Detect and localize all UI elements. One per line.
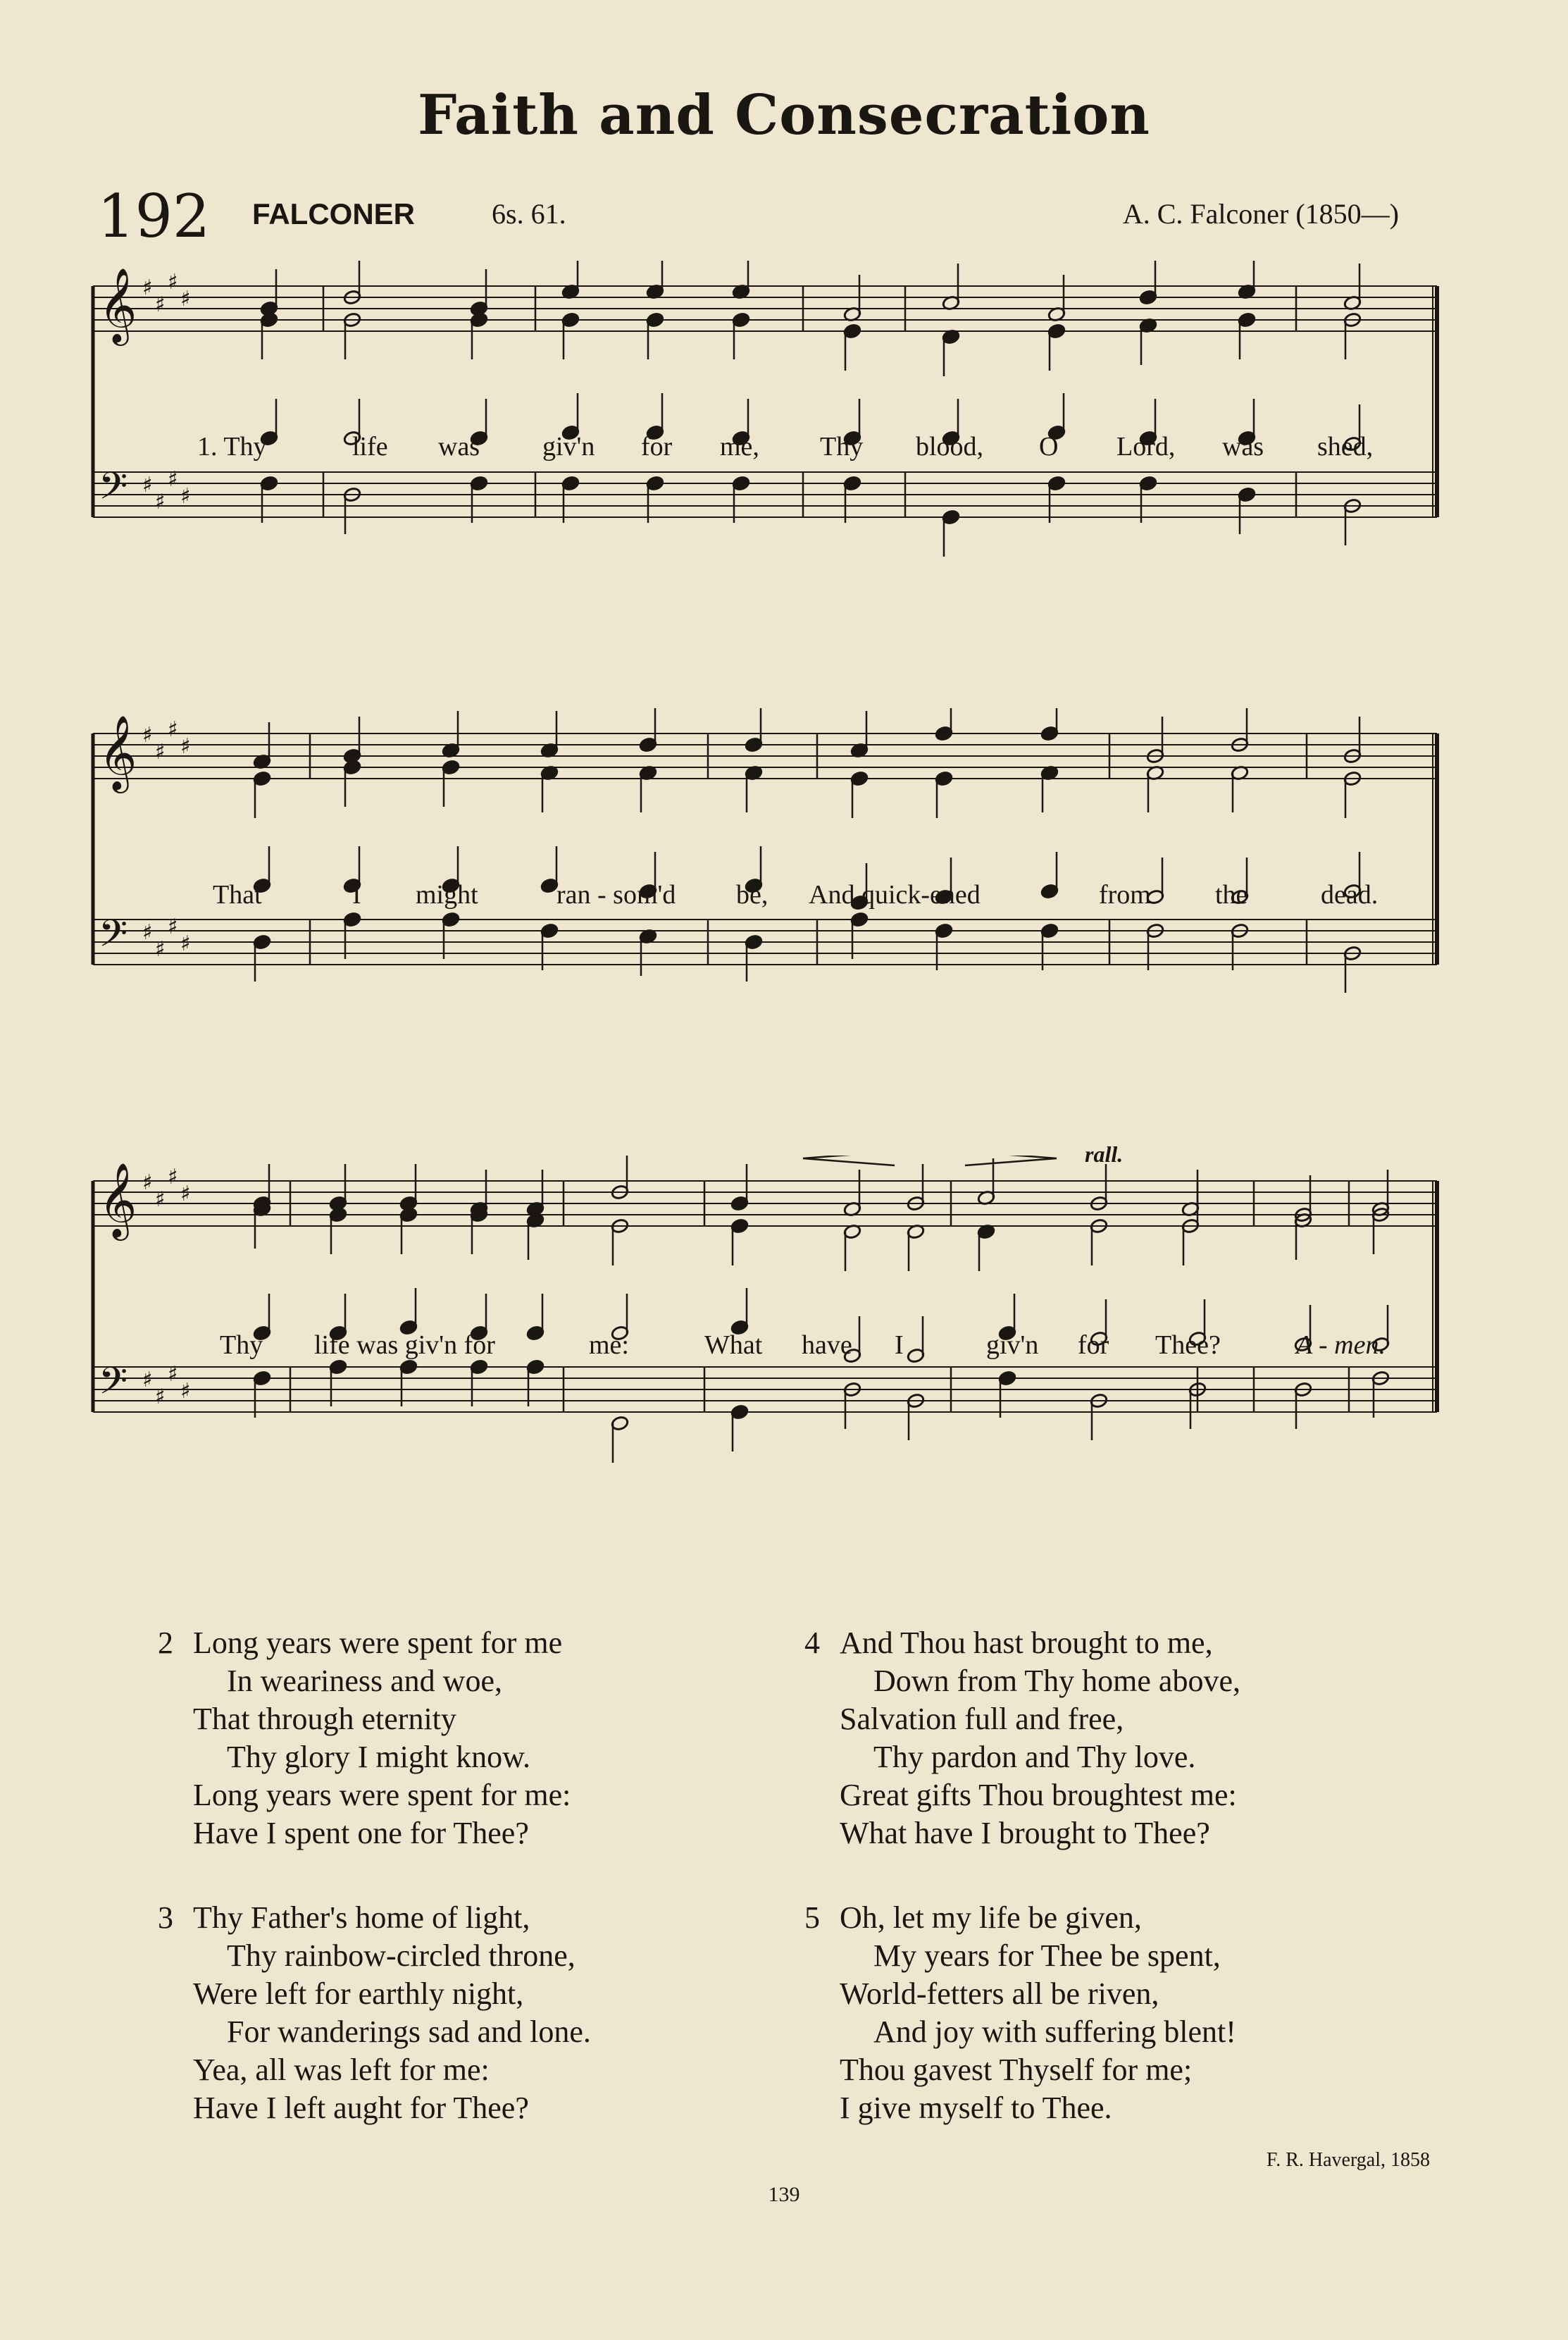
verse-line: Thou gavest Thyself for me; — [840, 2053, 1193, 2087]
lyric-syllable: O — [1039, 432, 1059, 462]
verse-line: My years for Thee be spent, — [873, 1938, 1221, 1973]
meter: 6s. 61. — [492, 198, 566, 230]
sharp-sign: ♯ — [180, 1379, 191, 1404]
verse-3 — [158, 1899, 591, 2127]
sharp-sign: ♯ — [155, 490, 166, 514]
lyric-syllable: Thee? — [1155, 1330, 1221, 1360]
verse-line: Long years were spent for me — [193, 1626, 563, 1660]
verse-line: Thy glory I might know. — [227, 1740, 530, 1774]
treble-clef: 𝄞 — [99, 267, 137, 342]
verse-line: In weariness and woe, — [227, 1664, 502, 1698]
verses-left — [158, 1624, 591, 2174]
hymn-number: 192 — [97, 182, 211, 251]
sharp-sign: ♯ — [155, 1385, 166, 1409]
lyric-syllable: Lord, — [1116, 432, 1176, 462]
sharp-sign: ♯ — [168, 467, 178, 492]
verse-line: Down from Thy home above, — [873, 1664, 1240, 1698]
lyric-syllable: from — [1099, 880, 1151, 910]
sharp-sign: ♯ — [168, 915, 178, 939]
sharp-sign: ♯ — [180, 1182, 191, 1206]
sharp-sign: ♯ — [168, 270, 178, 295]
verse-number: 4 — [804, 1626, 820, 1660]
tune-name: FALCONER — [252, 197, 415, 230]
verses-right — [804, 1624, 1240, 2174]
lyric-syllable: 1. Thy — [197, 432, 267, 462]
verse-5 — [804, 1899, 1240, 2127]
bass-clef: 𝄢 — [99, 465, 128, 517]
lyric-syllable: for — [1078, 1330, 1109, 1360]
lyric-syllable: me, — [720, 432, 759, 462]
lyric-syllable: A - men. — [1296, 1330, 1386, 1360]
bass-staff — [93, 1367, 1437, 1412]
lyric-syllable: That — [213, 880, 262, 910]
lyric-syllable: me: — [589, 1330, 629, 1360]
verse-line: What have I brought to Thee? — [840, 1816, 1210, 1850]
verse-line: Long years were spent for me: — [193, 1778, 571, 1812]
sharp-sign: ♯ — [180, 734, 191, 759]
verse-line: World-fetters all be riven, — [840, 1976, 1159, 2011]
verse-line: Were left for earthly night, — [193, 1976, 524, 2011]
verse-line: Great gifts Thou broughtest me: — [840, 1778, 1237, 1812]
verse-line: Yea, all was left for me: — [193, 2053, 490, 2087]
lyric-syllable: be, — [736, 880, 769, 910]
section-title: Faith and Consecration — [418, 83, 1150, 147]
lyric-syllable: for — [641, 432, 673, 462]
verse-number: 2 — [158, 1626, 173, 1660]
verse-line: That through eternity — [193, 1702, 456, 1736]
lyric-syllable: Thy — [820, 432, 864, 462]
verse-line: Oh, let my life be given, — [840, 1900, 1142, 1935]
sharp-sign: ♯ — [168, 1165, 178, 1189]
lyric-syllable: have — [802, 1330, 852, 1360]
verse-number: 3 — [158, 1900, 173, 1935]
treble-clef: 𝄞 — [99, 1162, 137, 1237]
verse-line: For wanderings sad and lone. — [227, 2014, 591, 2049]
verse-line: Thy rainbow-circled throne, — [227, 1938, 575, 1973]
verse-line: Have I spent one for Thee? — [193, 1816, 529, 1850]
sharp-sign: ♯ — [180, 931, 191, 956]
treble-clef: 𝄞 — [99, 714, 137, 790]
lyric-syllable: giv'n — [986, 1330, 1039, 1360]
treble-staff — [93, 286, 1437, 331]
lyric-syllable: I — [352, 880, 361, 910]
sharp-sign: ♯ — [180, 484, 191, 509]
lyric-syllable: was — [438, 432, 480, 462]
rall-marking: rall. — [1085, 1141, 1124, 1167]
verse-line: Have I left aught for Thee? — [193, 2091, 529, 2125]
lyric-syllable: shed, — [1317, 432, 1374, 462]
sharp-sign: ♯ — [142, 276, 153, 300]
verse-2 — [158, 1624, 591, 1852]
sharp-sign: ♯ — [168, 1362, 178, 1387]
lyric-syllable: blood, — [916, 432, 984, 462]
verse-line: Thy pardon and Thy love. — [873, 1740, 1196, 1774]
lyric-syllable: What — [704, 1330, 763, 1360]
lyric-syllable: dead. — [1321, 880, 1379, 910]
sharp-sign: ♯ — [155, 292, 166, 317]
lyric-syllable: giv'n — [542, 432, 595, 462]
sharp-sign: ♯ — [142, 473, 153, 497]
sharp-sign: ♯ — [180, 287, 191, 311]
verse-line: And Thou hast brought to me, — [840, 1626, 1213, 1660]
lyric-syllable: the — [1215, 880, 1248, 910]
bass-clef: 𝄢 — [99, 912, 128, 965]
page-number: 139 — [768, 2183, 800, 2206]
lyric-syllable: I — [895, 1330, 904, 1360]
composer: A. C. Falconer (1850—) — [1122, 198, 1399, 230]
treble-staff — [93, 1181, 1437, 1226]
verse-4 — [804, 1624, 1240, 1852]
lyric-syllable: might — [416, 880, 478, 910]
verse-line: I give myself to Thee. — [840, 2091, 1112, 2125]
lyric-syllable: life was giv'n for — [314, 1330, 495, 1360]
sharp-sign: ♯ — [142, 920, 153, 945]
lyric-syllable: was — [1222, 432, 1264, 462]
sharp-sign: ♯ — [142, 1170, 153, 1195]
sharp-sign: ♯ — [155, 937, 166, 962]
verse-number: 5 — [804, 1900, 820, 1935]
lyric-syllable: And quick-ened — [809, 880, 981, 910]
lyric-syllable: Thy — [220, 1330, 263, 1360]
sharp-sign: ♯ — [155, 740, 166, 764]
bass-clef: 𝄢 — [99, 1360, 128, 1412]
sharp-sign: ♯ — [155, 1187, 166, 1212]
sharp-sign: ♯ — [142, 723, 153, 748]
lyric-syllable: ran - som'd — [556, 880, 676, 910]
sharp-sign: ♯ — [142, 1368, 153, 1392]
sharp-sign: ♯ — [168, 717, 178, 742]
bass-staff — [93, 472, 1437, 517]
verse-line: Salvation full and free, — [840, 1702, 1124, 1736]
lyric-syllable: life — [352, 432, 388, 462]
text-author: F. R. Havergal, 1858 — [1266, 2149, 1430, 2171]
crescendo-hairpin — [803, 1156, 895, 1165]
decrescendo-hairpin — [965, 1156, 1057, 1165]
verse-line: And joy with suffering blent! — [873, 2014, 1236, 2049]
verse-line: Thy Father's home of light, — [193, 1900, 530, 1935]
